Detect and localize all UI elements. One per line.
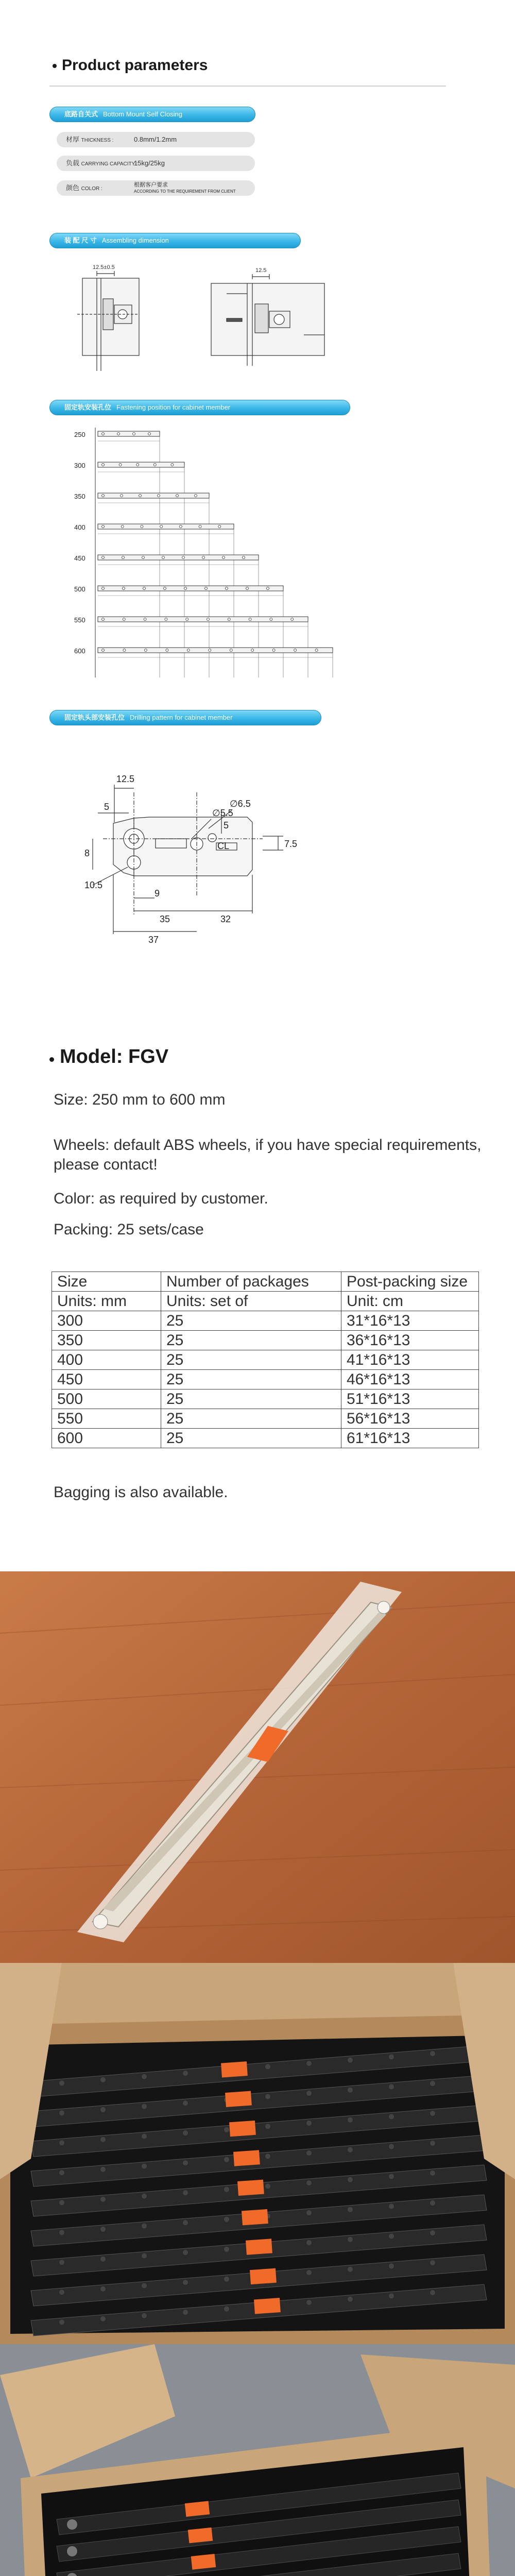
table-cell: 25 [161,1331,341,1350]
fastening-row [74,554,259,677]
table-cell: Units: mm [52,1292,161,1311]
tab-fastening [49,400,350,415]
tab-en-label: Assembling dimension [101,236,169,244]
dim-label: 37 [148,935,159,945]
wheels-text: Wheels: default ABS wheels, if you have special requirements, [54,1137,482,1154]
table-cell: 25 [161,1350,341,1370]
packing-table [52,1272,479,1448]
dim-label: 7.5 [284,839,298,849]
fastening-row [74,431,160,677]
tab-en-label: Fastening position for cabinet member [116,403,231,411]
tab-drilling [49,710,321,725]
table-row [52,1429,479,1448]
param-key-en: THICKNESS : [81,138,114,143]
table-cell: 25 [161,1389,341,1409]
packing-text: Packing: 25 sets/case [54,1221,204,1238]
table-cell: 350 [52,1331,161,1350]
param-value-en: ACCORDING TO THE REQUIREMENT FROM CLIENT [134,189,236,194]
param-key-cn: 负载 [66,159,80,167]
dim-label: 10.5 [84,880,103,890]
bullet-icon [53,64,57,68]
param-row-color [57,180,255,196]
table-cell: 46*16*13 [341,1370,479,1389]
table-row [52,1311,479,1331]
fastening-drawing [72,422,340,680]
size-label: 500 [74,585,85,593]
table-row [52,1409,479,1429]
table-cell: 450 [52,1370,161,1389]
table-cell: Post-packing size [341,1272,479,1292]
table-cell: 25 [161,1370,341,1389]
dim-label: 12.5±0.5 [93,264,115,270]
table-row [52,1389,479,1409]
assembly-drawing [72,263,340,381]
dim-label: 5 [104,802,110,812]
tab-product-type [49,107,255,122]
size-label: 300 [74,462,85,469]
table-cell: 51*16*13 [341,1389,479,1409]
table-cell: 550 [52,1409,161,1429]
table-cell: 61*16*13 [341,1429,479,1448]
table-header-row [52,1272,479,1292]
section-heading [49,55,446,75]
size-label: 450 [74,554,85,562]
param-value: 0.8mm/1.2mm [134,135,177,143]
divider [49,86,446,87]
dim-label: 32 [220,914,231,924]
fastening-row [74,616,308,677]
dim-label: 9 [154,888,160,899]
size-label: 600 [74,647,85,655]
dim-label: 12.5 [116,774,135,784]
param-key-en: CARRYING CAPACITY : [81,161,138,167]
table-cell: Size [52,1272,161,1292]
table-cell: 56*16*13 [341,1409,479,1429]
size-label: 250 [74,431,85,438]
table-row [52,1370,479,1389]
tab-cn-label: 装 配 尺 寸 [64,236,97,244]
size-text: Size: 250 mm to 600 mm [54,1091,226,1108]
param-value: 15kg/25kg [134,159,165,167]
model-title: Model: FGV [60,1046,169,1067]
fastening-row [74,523,234,677]
bullet-icon [49,1057,54,1062]
dim-label: 5 [224,820,229,831]
photo-box-rails [0,1963,515,2344]
table-cell: 300 [52,1311,161,1331]
dim-label: 35 [160,914,170,924]
bagging-text: Bagging is also available. [54,1484,228,1501]
dim-label: CL [217,841,230,851]
table-cell: 36*16*13 [341,1331,479,1350]
table-units-row [52,1292,479,1311]
tab-assembling [49,233,301,248]
dim-label: ∅5.5 [212,808,233,818]
wheels-text-2: please contact! [54,1156,158,1173]
param-key-en: COLOR : [81,186,102,192]
table-cell: Unit: cm [341,1292,479,1311]
param-row-capacity [57,156,255,171]
fastening-row [74,647,333,677]
size-label: 350 [74,493,85,500]
table-cell: Units: set of [161,1292,341,1311]
page-title: Product parameters [62,57,208,74]
param-key-cn: 颜色 [66,184,80,192]
tab-en-label: Bottom Mount Self Closing [103,110,182,118]
table-cell: 600 [52,1429,161,1448]
param-value-cn: 根据客户要求 [134,182,168,188]
table-cell: 31*16*13 [341,1311,479,1331]
table-cell: 500 [52,1389,161,1409]
tab-cn-label: 固定轨安装孔位 [64,403,112,411]
fastening-row [74,585,283,677]
tab-cn-label: 底路自关式 [64,110,98,118]
tab-cn-label: 固定轨头部安装孔位 [64,714,125,721]
table-row [52,1350,479,1370]
table-row [52,1331,479,1350]
table-cell: 41*16*13 [341,1350,479,1370]
photo-single-rail [0,1571,515,1963]
table-cell: 25 [161,1409,341,1429]
param-key-cn: 材厚 [66,135,80,143]
color-text: Color: as required by customer. [54,1190,268,1207]
dim-label: ∅6.5 [230,799,251,809]
table-cell: 25 [161,1429,341,1448]
dim-label: 12.5 [255,267,267,274]
param-row-thickness [57,132,255,147]
table-cell: 25 [161,1311,341,1331]
size-label: 400 [74,523,85,531]
photo-open-box [0,2344,515,2576]
table-cell: Number of packages [161,1272,341,1292]
tab-en-label: Drilling pattern for cabinet member [130,714,233,721]
size-label: 550 [74,616,85,624]
dim-label: 8 [84,848,90,858]
table-cell: 400 [52,1350,161,1370]
drilling-drawing [77,761,324,978]
